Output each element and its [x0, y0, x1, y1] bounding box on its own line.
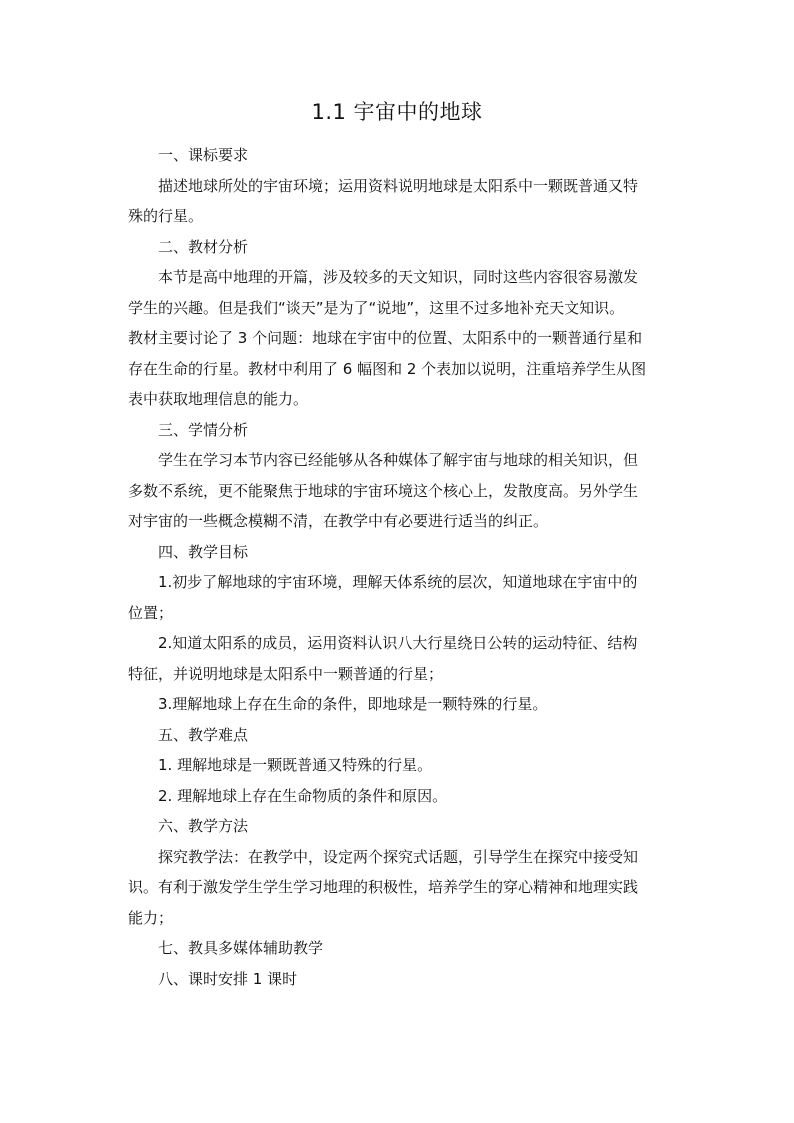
- text-line: 多数不系统，更不能聚焦于地球的宇宙环境这个核心上，发散度高。另外学生: [128, 481, 639, 500]
- text-line: 能力；: [128, 908, 174, 927]
- text-line: 特征，并说明地球是太阳系中一颗普通的行星；: [128, 664, 444, 683]
- text-line: 表中获取地理信息的能力。: [128, 390, 309, 408]
- text-line: 三、学情分析: [158, 420, 249, 439]
- text-line: 存在生命的行星。教材中利用了 6 幅图和 2 个表加以说明，注重培养学生从图: [128, 359, 647, 378]
- page-title: 1.1 宇宙中的地球: [311, 100, 483, 124]
- text-line: 本节是高中地理的开篇，涉及较多的天文知识，同时这些内容很容易激发: [158, 268, 639, 286]
- text-line: 四、教学目标: [158, 542, 249, 561]
- text-line: 1.初步了解地球的宇宙环境，理解天体系统的层次，知道地球在宇宙中的: [158, 573, 638, 591]
- text-line: 一、课标要求: [158, 146, 249, 164]
- text-line: 七、教具多媒体辅助教学: [158, 939, 324, 957]
- text-line: 描述地球所处的宇宙环境；运用资料说明地球是太阳系中一颗既普通又特: [158, 176, 639, 195]
- text-line: 探究教学法：在教学中，设定两个探究式话题，引导学生在探究中接受知: [158, 847, 639, 866]
- text-line: 1. 理解地球是一颗既普通又特殊的行星。: [158, 756, 433, 774]
- text-line: 六、教学方法: [158, 817, 249, 835]
- text-line: 二、教材分析: [158, 237, 249, 256]
- text-line: 2.知道太阳系的成员，运用资料认识八大行星绕日公转的运动特征、结构: [158, 634, 638, 652]
- document-body: [128, 140, 676, 994]
- text-line: 2. 理解地球上存在生命物质的条件和原因。: [158, 786, 448, 805]
- text-line: 八、课时安排 1 课时: [158, 969, 298, 988]
- text-line: 殊的行星。: [128, 207, 204, 225]
- text-line: 学生的兴趣。但是我们“谈天”是为了“说地”，这里不过多地补充天文知识。: [128, 298, 625, 317]
- text-line: 五、教学难点: [158, 725, 249, 744]
- text-line: 教材主要讨论了 3 个问题：地球在宇宙中的位置、太阳系中的一颗普通行星和: [128, 329, 643, 347]
- text-line: 位置；: [128, 603, 174, 622]
- text-line: 学生在学习本节内容已经能够从各种媒体了解宇宙与地球的相关知识，但: [158, 451, 639, 469]
- text-line: 对宇宙的一些概念模糊不清，在教学中有必要进行适当的纠正。: [128, 512, 549, 530]
- text-line: 3.理解地球上存在生命的条件，即地球是一颗特殊的行星。: [158, 695, 548, 713]
- text-line: 识。有利于激发学生学生学习地理的积极性，培养学生的穿心精神和地理实践: [128, 878, 639, 896]
